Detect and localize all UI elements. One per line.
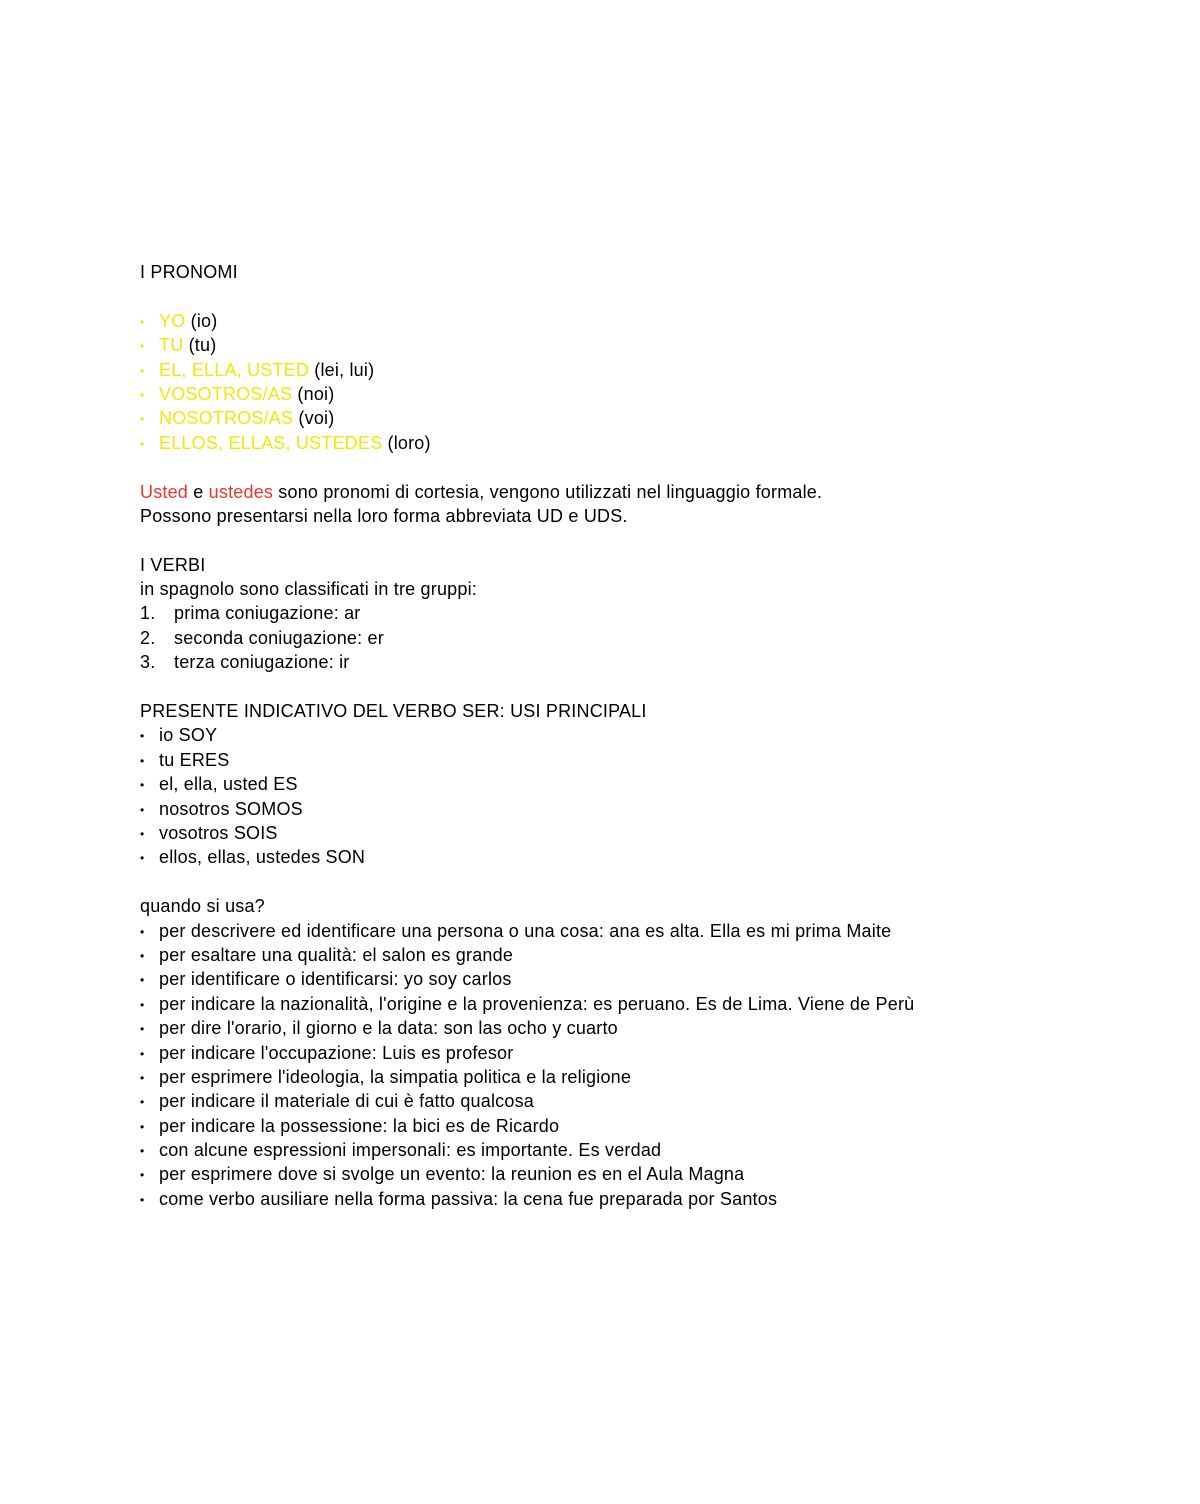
list-item [140,821,1140,845]
bullet-icon: • [140,1144,145,1159]
list-text: per esprimere l'ideologia, la simpatia politica e la religione [159,1066,632,1087]
bullet-icon: • [140,973,145,988]
list-text: per descrivere ed identificare una persona o una cosa: ana es alta. Ella es mi prima Maite [159,920,892,941]
bullet-icon: • [140,778,145,793]
list-text: per indicare la nazionalità, l'origine e la provenienza: es peruano. Es de Lima. Viene de Perù [159,993,915,1014]
list-text: tu ERES [159,749,230,770]
verbi-intro: in spagnolo sono classificati in tre gruppi: [140,579,477,600]
list-item [140,601,1140,625]
bullet-icon: • [140,1168,145,1183]
list-item [140,309,1140,333]
list-item [140,1162,1140,1186]
list-number: 3. [140,652,156,673]
list-text: ellos, ellas, ustedes SON [159,847,366,868]
courtesy-text: sono pronomi di cortesia, vengono utilizzati nel linguaggio formale. [273,481,823,502]
list-item [140,1016,1140,1040]
list-number: 1. [140,603,156,624]
bullet-icon: • [140,1095,145,1110]
list-item [140,1041,1140,1065]
list-text: per esprimere dove si svolge un evento: la reunion es en el Aula Magna [159,1164,745,1185]
courtesy-word: ustedes [208,481,274,502]
bullet-icon: • [140,387,145,402]
list-item [140,797,1140,821]
list-item [140,1114,1140,1138]
list-item [140,431,1140,455]
list-text: come verbo ausiliare nella forma passiva: la cena fue preparada por Santos [159,1188,778,1209]
list-item [140,723,1140,747]
list-text: con alcune espressioni impersonali: es importante. Es verdad [159,1140,662,1161]
list-item [140,626,1140,650]
list-item [140,1089,1140,1113]
list-item [140,333,1140,357]
list-text: per esaltare una qualità: el salon es grande [159,944,514,965]
list-item [140,406,1140,430]
spacer [140,455,1140,479]
verbi-heading: I VERBI [140,554,206,575]
bullet-icon: • [140,851,145,866]
bullet-icon: • [140,997,145,1012]
bullet-icon: • [140,802,145,817]
bullet-icon: • [140,826,145,841]
list-item [140,1138,1140,1162]
pronoun-translation: (loro) [382,432,431,453]
pronoun-translation: (noi) [292,383,335,404]
pronomi-heading: I PRONOMI [140,262,238,282]
pronoun-translation: (lei, lui) [309,359,375,380]
courtesy-word: Usted [140,481,189,502]
pronoun-term: ELLOS, ELLAS, USTEDES [159,432,383,453]
list-text: prima coniugazione: ar [174,603,361,624]
list-item [140,1065,1140,1089]
bullet-icon: • [140,1022,145,1037]
bullet-icon: • [140,729,145,744]
courtesy-connector: e [188,481,209,502]
list-item [140,919,1140,943]
spacer [140,870,1140,894]
list-text: per indicare la possessione: la bici es de Ricardo [159,1115,560,1136]
pronomi-list [140,309,1140,455]
list-text: io SOY [159,725,218,746]
pronoun-translation: (voi) [293,408,335,429]
list-text: el, ella, usted ES [159,774,298,795]
list-number: 2. [140,627,156,648]
list-text: per indicare il materiale di cui è fatto qualcosa [159,1091,534,1112]
pronoun-term: TU [159,335,184,356]
bullet-icon: • [140,1046,145,1061]
bullet-icon: • [140,363,145,378]
bullet-icon: • [140,753,145,768]
bullet-icon: • [140,1192,145,1207]
usi-heading: quando si usa? [140,896,265,917]
bullet-icon: • [140,1070,145,1085]
list-item [140,772,1140,796]
document-page [140,260,1140,1211]
ser-list [140,723,1140,869]
list-item [140,358,1140,382]
bullet-icon: • [140,412,145,427]
list-item [140,992,1140,1016]
spacer [140,528,1140,552]
list-text: terza coniugazione: ir [174,652,350,673]
pronoun-term: YO [159,310,186,331]
list-text: seconda coniugazione: er [174,627,384,648]
list-item [140,650,1140,674]
list-item [140,748,1140,772]
list-item [140,967,1140,991]
list-text: nosotros SOMOS [159,798,303,819]
list-item [140,845,1140,869]
pronoun-term: VOSOTROS/AS [159,383,293,404]
spacer [140,284,1140,308]
pronoun-term: NOSOTROS/AS [159,408,294,429]
pronoun-translation: (io) [185,310,218,331]
spacer [140,675,1140,699]
ser-heading: PRESENTE INDICATIVO DEL VERBO SER: USI PRINCIPALI [140,701,647,722]
bullet-icon: • [140,339,145,354]
list-text: per dire l'orario, il giorno e la data: son las ocho y cuarto [159,1018,618,1039]
verbi-list [140,601,1140,674]
pronoun-term: EL, ELLA, USTED [159,359,310,380]
pronoun-translation: (tu) [183,335,217,356]
bullet-icon: • [140,924,145,939]
list-text: per identificare o identificarsi: yo soy carlos [159,969,512,990]
list-text: per indicare l'occupazione: Luis es profesor [159,1042,514,1063]
list-text: vosotros SOIS [159,822,278,843]
abbreviation-line: Possono presentarsi nella loro forma abbreviata UD e UDS. [140,505,628,526]
bullet-icon: • [140,1119,145,1134]
cortesia-line [140,480,1140,504]
bullet-icon: • [140,436,145,451]
bullet-icon: • [140,948,145,963]
list-item [140,382,1140,406]
usi-list [140,919,1140,1212]
list-item [140,943,1140,967]
bullet-icon: • [140,314,145,329]
list-item [140,1187,1140,1211]
